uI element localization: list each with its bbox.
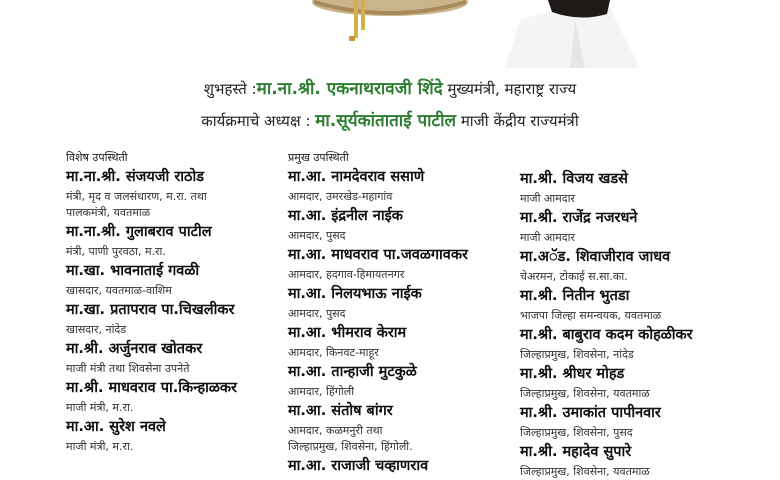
president-title: माजी केंद्रीय राज्यमंत्री bbox=[456, 112, 579, 130]
guest-name: मा.आ. इंद्रनील नाईक bbox=[288, 208, 403, 224]
other-guests-column bbox=[520, 168, 765, 480]
guest-name: मा.श्री. विजय खडसे bbox=[520, 171, 628, 187]
guest-name: मा.श्री. अर्जुनराव खोतकर bbox=[66, 341, 203, 357]
guest-name: मा.अॅड. शिवाजीराव जाधव bbox=[520, 249, 671, 265]
guest-desc: माजी आमदार bbox=[520, 231, 575, 244]
guest-desc: आमदार, पुसद bbox=[288, 307, 346, 320]
guest-name: मा.खा. प्रतापराव पा.चिखलीकर bbox=[66, 302, 235, 318]
guest-name: मा.आ. भीमराव केराम bbox=[288, 325, 407, 341]
guest-name: मा.आ. नामदेवराव ससाणे bbox=[288, 169, 425, 185]
president-name: मा.सूर्यकांताताई पाटील bbox=[315, 111, 457, 131]
guest-name: मा.आ. निलयभाऊ नाईक bbox=[288, 286, 422, 302]
guest-name: मा.श्री. नितीन भुतडा bbox=[520, 288, 630, 304]
president-prefix: कार्यक्रमाचे अध्यक्ष : bbox=[201, 112, 316, 130]
guest-desc: माजी मंत्री तथा शिवसेना उपनेते bbox=[66, 362, 190, 375]
chief-guest-title: मुख्यमंत्री, महाराष्ट्र राज्य bbox=[442, 80, 577, 98]
guest-desc: आमदार, हदगाव-हिमायतनगर bbox=[288, 268, 405, 281]
guest-desc: जिल्हाप्रमुख, शिवसेना, हिंगोली. bbox=[288, 440, 413, 453]
special-guests-column bbox=[66, 150, 286, 455]
guest-name: मा.आ. राजाजी चव्हाणराव bbox=[288, 458, 429, 474]
guest-desc: जिल्हाप्रमुख, शिवसेना, नांदेड bbox=[520, 348, 634, 361]
guest-name: मा.ना.श्री. संजयजी राठोड bbox=[66, 169, 204, 185]
guest-desc: भाजपा जिल्हा समन्वयक, यवतमाळ bbox=[520, 309, 662, 322]
guest-name: मा.आ. संतोष बांगर bbox=[288, 403, 393, 419]
guest-desc: आमदार, पुसद bbox=[288, 229, 346, 242]
section-heading: प्रमुख उपस्थिती bbox=[288, 151, 349, 164]
guest-desc: आमदार, कळमनुरी तथा bbox=[288, 424, 383, 437]
guest-desc: जिल्हाप्रमुख, शिवसेना, यवतमाळ bbox=[520, 387, 650, 400]
section-heading: विशेष उपस्थिती bbox=[66, 151, 128, 164]
chief-guest-name: मा.ना.श्री. एकनाथरावजी शिंदे bbox=[256, 79, 443, 99]
guest-name: मा.श्री. राजेंद्र नजरधने bbox=[520, 210, 638, 226]
guest-desc: खासदार, यवतमाळ-वाशिम bbox=[66, 284, 172, 297]
guest-name: मा.श्री. बाबुराव कदम कोहळीकर bbox=[520, 327, 693, 343]
guest-desc: माजी मंत्री, म.रा. bbox=[66, 440, 134, 453]
portrait-left-shawl-image bbox=[312, 0, 468, 41]
guest-desc: जिल्हाप्रमुख, शिवसेना, यवतमाळ bbox=[520, 465, 650, 478]
guest-desc: पालकमंत्री, यवतमाळ bbox=[66, 206, 151, 219]
guest-desc: मंत्री, पाणी पुरवठा, म.रा. bbox=[66, 245, 166, 258]
guest-name: मा.श्री. श्रीधर मोहड bbox=[520, 366, 625, 382]
president-line bbox=[0, 108, 780, 131]
guest-name: मा.आ. माधवराव पा.जवळगावकर bbox=[288, 247, 468, 263]
guest-desc: चेअरमन, टोकाई स.सा.का. bbox=[520, 270, 628, 283]
guest-name: मा.श्री. माधवराव पा.किन्हाळकर bbox=[66, 380, 237, 396]
guest-desc: जिल्हाप्रमुख, शिवसेना, पुसद bbox=[520, 426, 633, 439]
guest-desc: मंत्री, मृद व जलसंधारण, म.रा. तथा bbox=[66, 190, 207, 203]
guest-desc: आमदार, हिंगोली bbox=[288, 385, 355, 398]
guest-name: मा.ना.श्री. गुलाबराव पाटील bbox=[66, 224, 212, 240]
guest-name: मा.आ. सुरेश नवले bbox=[66, 419, 166, 435]
guest-desc: आमदार, उमरखेड-महागांव bbox=[288, 190, 393, 203]
guest-name: मा.आ. तान्हाजी मुटकुळे bbox=[288, 364, 417, 380]
header-photo-strip bbox=[0, 0, 780, 68]
guest-desc: आमदार, किनवट-माहूर bbox=[288, 346, 379, 359]
guest-name: मा.खा. भावनाताई गवळी bbox=[66, 263, 200, 279]
portrait-right-person-image bbox=[505, 0, 640, 68]
guest-name: मा.श्री. उमाकांत पापीनवार bbox=[520, 405, 661, 421]
chief-guest-line bbox=[0, 76, 780, 99]
guest-desc: माजी मंत्री, म.रा. bbox=[66, 401, 134, 414]
chief-guest-prefix: शुभहस्ते : bbox=[203, 80, 257, 98]
guest-name: मा.श्री. महादेव सुपारे bbox=[520, 444, 632, 460]
guest-desc: माजी आमदार bbox=[520, 192, 575, 205]
guest-desc: खासदार, नांदेड bbox=[66, 323, 127, 336]
chief-guests-column bbox=[288, 150, 520, 478]
